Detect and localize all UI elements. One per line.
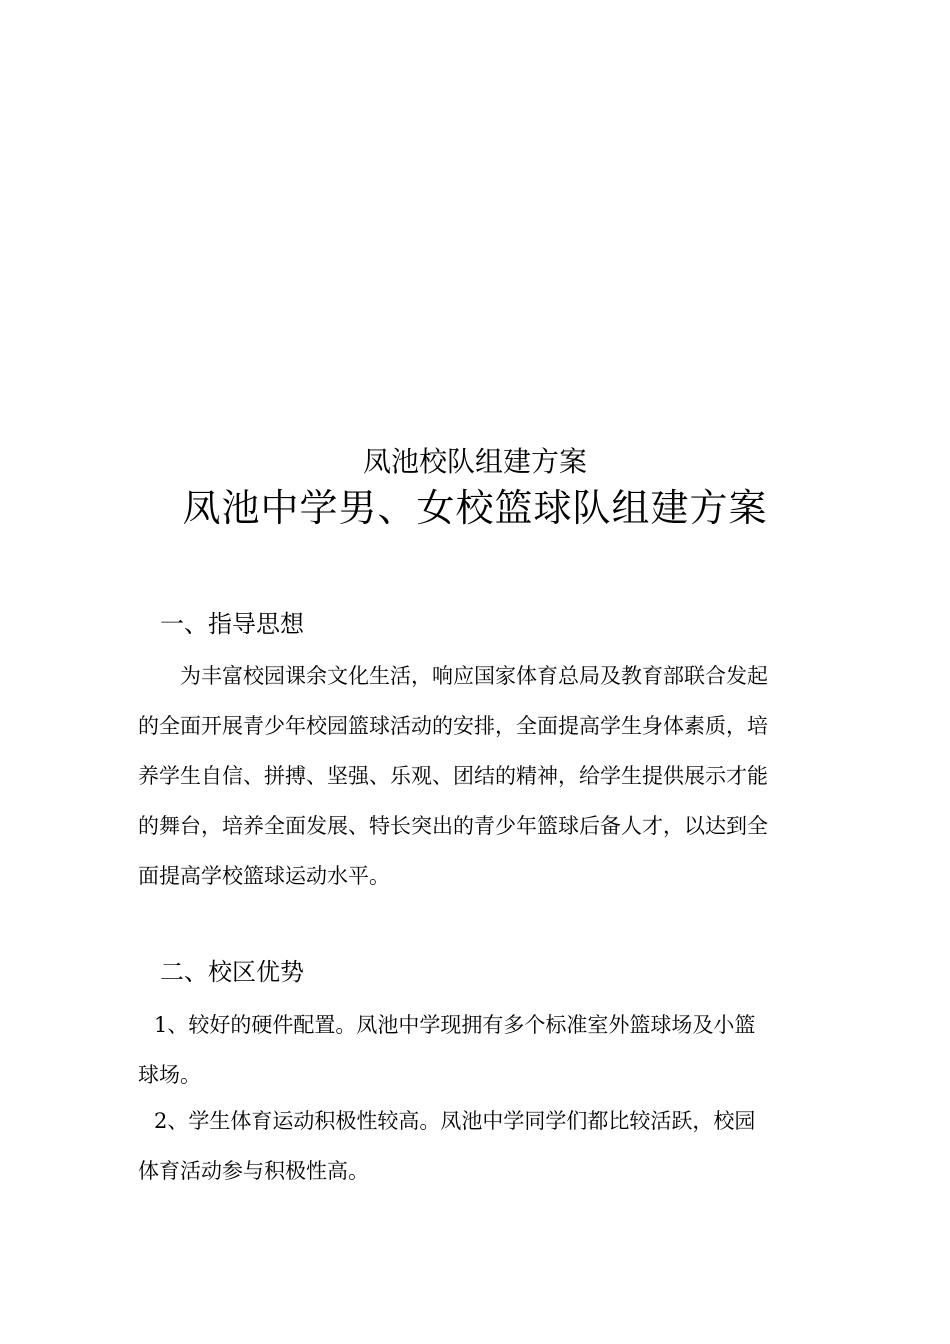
paragraph-line: 的舞台，培养全面发展、特长突出的青少年篮球后备人才，以达到全 — [138, 814, 768, 838]
paragraph-line: 为丰富校园课余文化生活，响应国家体育总局及教育部联合发起 — [159, 664, 768, 688]
paragraph-line: 1、较好的硬件配置。凤池中学现拥有多个标准室外篮球场及小篮 — [154, 1013, 756, 1037]
paragraph-line: 面提高学校篮球运动水平。 — [138, 864, 390, 888]
paragraph-line: 球场。 — [138, 1063, 201, 1087]
paragraph-line: 2、学生体育运动积极性较高。凤池中学同学们都比较活跃，校园 — [154, 1109, 756, 1133]
document-title: 凤池中学男、女校篮球队组建方案 — [182, 486, 768, 530]
paragraph-line: 养学生自信、拼搏、坚强、乐观、团结的精神，给学生提供展示才能 — [138, 764, 768, 788]
section-heading-campus-advantages: 二、校区优势 — [160, 958, 304, 986]
paragraph-line: 体育活动参与积极性高。 — [138, 1159, 369, 1183]
document-subtitle: 凤池校队组建方案 — [362, 445, 587, 478]
paragraph-line: 的全面开展青少年校园篮球活动的安排，全面提高学生身体素质，培 — [138, 714, 768, 738]
section-heading-guiding-ideology: 一、指导思想 — [160, 610, 304, 638]
section2-item1-paragraph — [138, 1000, 818, 1100]
section1-paragraph — [138, 651, 818, 901]
section2-item2-paragraph — [138, 1096, 818, 1196]
